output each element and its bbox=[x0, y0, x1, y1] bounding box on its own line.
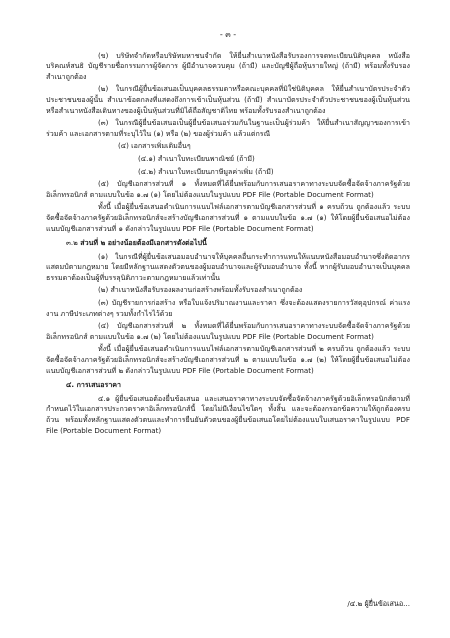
paragraph: (๒) สำเนาหนังสือรับรองผลงานก่อสร้างพร้อมทั้งรับรองสำเนาถูกต้อง bbox=[98, 285, 303, 295]
section-3-1-body bbox=[46, 51, 410, 235]
paragraph: (๑) ในกรณีที่ผู้ยื่นข้อเสนอมอบอำนาจให้บุคคลอื่นกระทำการแทนให้แนบหนังสือมอบอำนาจซึ่งติดอากรแสตมป์ตามกฎหมาย โดยมีหลักฐานแสดงตัวตนของผู้มอบอำนาจและผู้รับมอบอำนาจ ทั้งนี้ หากผู้รับมอบอำนาจเป็นบุคคลธรรมดาต้องเป็นผู้ที่บรรลุนิติภาวะตามกฎหมายแล้วเท่านั้น bbox=[46, 251, 410, 282]
paragraph: (ข) บริษัทจำกัดหรือบริษัทมหาชนจำกัด ให้ยื่นสำเนาหนังสือรับรองการจดทะเบียนนิติบุคคล หนังสือบริคณห์สนธิ บัญชีรายชื่อกรรมการผู้จัดการ ผู้มีอำนาจควบคุม (ถ้ามี) และบัญชีผู้ถือหุ้นรายใหญ่ (ถ้ามี) พร้อมทั้งรับรองสำเนาถูกต้อง bbox=[46, 50, 410, 81]
continuation-footer: /๔.๒ ผู้ยื่นข้อเสนอ... bbox=[347, 599, 410, 609]
section-heading-3-2 bbox=[46, 238, 410, 249]
section-heading-4 bbox=[46, 380, 410, 391]
paragraph: ทั้งนี้ เมื่อผู้ยื่นข้อเสนอดำเนินการแนบไฟล์เอกสารตามบัญชีเอกสารส่วนที่ ๒ ครบถ้วน ถูกต้องแล้ว ระบบจัดซื้อจัดจ้างภาครัฐด้วยอิเล็กทรอนิกส์จะสร้างบัญชีเอกสารส่วนที่ ๒ ตามแบบในข้อ ๑.๗ (๒) ให้โดยผู้ยื่นข้อเสนอไม่ต้องแนบบัญชีเอกสารส่วนที่ ๒ ดังกล่าวในรูปแบบ PDF File (Portable Document Format) bbox=[46, 344, 410, 375]
paragraph: (๔) เอกสารเพิ่มเติมอื่นๆ bbox=[118, 141, 191, 151]
paragraph: (๕) บัญชีเอกสารส่วนที่ ๑ ทั้งหมดที่ได้ยื่นพร้อมกับการเสนอราคาทางระบบจัดซื้อจัดจ้างภาครัฐด้วยอิเล็กทรอนิกส์ ตามแบบในข้อ ๑.๗ (๑) โดยไม่ต้องแนบในรูปแบบ PDF File (Portable Document Format) bbox=[46, 179, 410, 199]
paragraph: (๓) บัญชีรายการก่อสร้าง หรือใบแจ้งปริมาณงานและราคา ซึ่งจะต้องแสดงรายการวัสดุอุปกรณ์ ค่าแรงงาน ภาษีประเภทต่างๆ รวมทั้งกำไรไว้ด้วย bbox=[46, 298, 410, 318]
section-number: ๔. bbox=[66, 380, 75, 390]
paragraph: (๒) ในกรณีผู้ยื่นข้อเสนอเป็นบุคคลธรรมดาหรือคณะบุคคลที่มิใช่นิติบุคคล ให้ยื่นสำเนาบัตรประจำตัวประชาชนของผู้นั้น สำเนาข้อตกลงที่แสดงถึงการเข้าเป็นหุ้นส่วน (ถ้ามี) สำเนาบัตรประจำตัวประชาชนของผู้เป็นหุ้นส่วน หรือสำเนาหนังสือเดินทางของผู้เป็นหุ้นส่วนที่มิได้ถือสัญชาติไทย พร้อมทั้งรับรองสำเนาถูกต้อง bbox=[46, 84, 410, 115]
paragraph: (๔.๒) สำเนาใบทะเบียนภาษีมูลค่าเพิ่ม (ถ้ามี) bbox=[138, 166, 274, 176]
paragraph: ๔.๑ ผู้ยื่นข้อเสนอต้องยื่นข้อเสนอ และเสนอราคาทางระบบจัดซื้อจัดจ้างภาครัฐด้วยอิเล็กทรอนิกส์ตามที่กำหนดไว้ในเอกสารประกวดราคาอิเล็กทรอนิกส์นี้ โดยไม่มีเงื่อนไขใดๆ ทั้งสิ้น และจะต้องกรอกข้อความให้ถูกต้องครบถ้วน พร้อมทั้งหลักฐานแสดงตัวตนและทำการยืนยันตัวตนของผู้ยื่นข้อเสนอโดยไม่ต้องแนบใบเสนอราคาในรูปแบบ PDF File (Portable Document Format) bbox=[46, 393, 410, 435]
section-title: ส่วนที่ ๒ อย่างน้อยต้องมีเอกสารดังต่อไปนี้ bbox=[80, 238, 207, 248]
paragraph: (๓) ในกรณีผู้ยื่นข้อเสนอเป็นผู้ยื่นข้อเสนอร่วมกันในฐานะเป็นผู้ร่วมค้า ให้ยื่นสำเนาสัญญาของการเข้าร่วมค้า และเอกสารตามที่ระบุไว้ใน (๑) หรือ (๒) ของผู้ร่วมค้า แล้วแต่กรณี bbox=[46, 118, 410, 138]
section-number: ๓.๒ bbox=[66, 238, 78, 248]
paragraph: ทั้งนี้ เมื่อผู้ยื่นข้อเสนอดำเนินการแนบไฟล์เอกสารตามบัญชีเอกสารส่วนที่ ๑ ครบถ้วน ถูกต้องแล้ว ระบบจัดซื้อจัดจ้างภาครัฐด้วยอิเล็กทรอนิกส์จะสร้างบัญชีเอกสารส่วนที่ ๑ ตามแบบในข้อ ๑.๗ (๑) ให้โดยผู้ยื่นข้อเสนอไม่ต้องแนบบัญชีเอกสารส่วนที่ ๑ ดังกล่าวในรูปแบบ PDF File (Portable Document Format) bbox=[46, 202, 410, 233]
section-title: การเสนอราคา bbox=[76, 380, 122, 390]
section-3-2-body bbox=[46, 252, 410, 377]
section-4-body bbox=[46, 394, 410, 436]
page-number: - ๓ - bbox=[219, 30, 237, 39]
paragraph: (๔.๑) สำเนาใบทะเบียนพาณิชย์ (ถ้ามี) bbox=[138, 153, 255, 163]
paragraph: (๔) บัญชีเอกสารส่วนที่ ๒ ทั้งหมดที่ได้ยื่นพร้อมกับการเสนอราคาทางระบบจัดซื้อจัดจ้างภาครัฐด้วยอิเล็กทรอนิกส์ ตามแบบในข้อ ๑.๗ (๒) โดยไม่ต้องแนบในรูปแบบ PDF File (Portable Document Format) bbox=[46, 321, 410, 341]
